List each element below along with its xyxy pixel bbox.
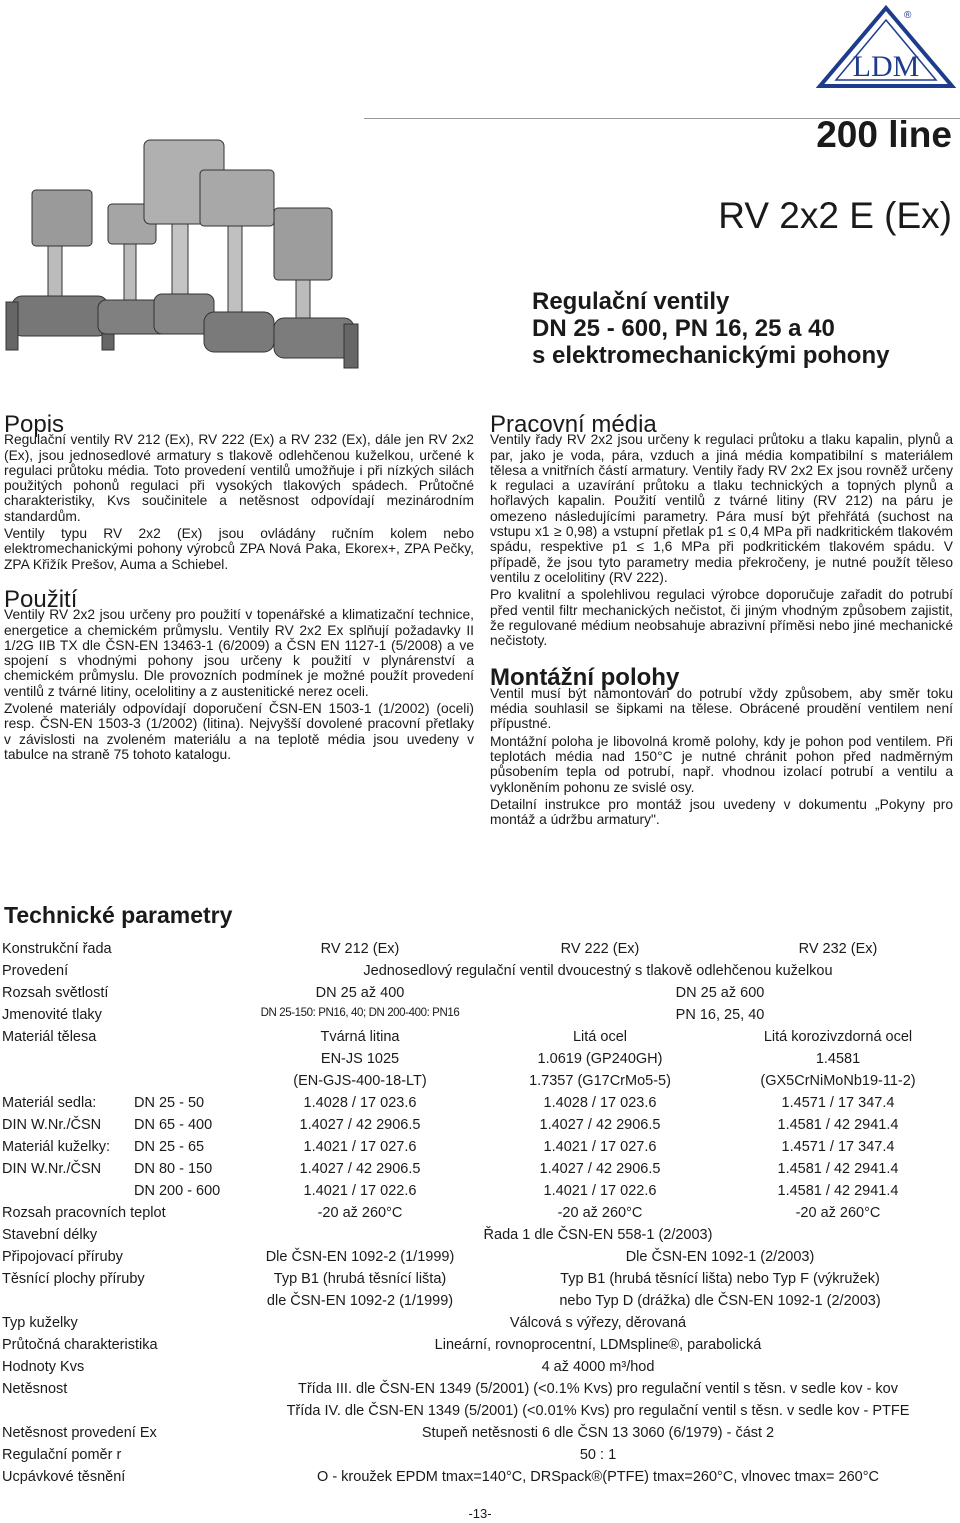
table-cell: Stupeň netěsnosti 6 dle ČSN 13 3060 (6/1979) - část 2 bbox=[421, 1425, 775, 1441]
table-cell: DN 25 až 400 bbox=[315, 985, 405, 1001]
row-label bbox=[2, 1227, 238, 1249]
tech-table bbox=[2, 941, 958, 1491]
left-column bbox=[4, 411, 474, 764]
row-label bbox=[2, 985, 238, 1007]
row-sublabel: DN 80 - 150 bbox=[134, 1161, 213, 1177]
table-row bbox=[2, 1337, 958, 1359]
model-name: RV 2x2 E (Ex) bbox=[718, 195, 952, 236]
table-cell: O - kroužek EPDM tmax=140°C, DRSpack®(PTFE) tmax=260°C, vlnovec tmax= 260°C bbox=[317, 1469, 879, 1485]
row-sublabel: DN 25 - 50 bbox=[134, 1095, 205, 1111]
pouziti-paragraph: Ventily RV 2x2 jsou určeny pro použití v topenářské a klimatizační technice, energetice a chemickém průmyslu. Ventily RV 2x2 Ex splňují požadavky II 1/2G IIB TX dle ČSN-EN 13463-1 (6/2009) a ČSN EN 1127-1 (5/2008) a ve spojení s vhodnými pohony jsou určeny k použití v plynárenství a chemickém průmyslu. Dle provozních podmínek je možné použít provedení ventilů z tvárné litiny, ocelolitiny a z austenitické nerez oceli. bbox=[4, 607, 474, 699]
section-title-popis: Popis bbox=[4, 411, 65, 438]
montaz-paragraph: Ventil musí být namontován do potrubí vždy způsobem, aby směr toku média souhlasil se šipkami na tělese. Obrácené proudění ventilem není přípustné. bbox=[490, 685, 953, 732]
row-label-text: Rozsah světlostí bbox=[2, 985, 109, 1001]
page-number: -13- bbox=[468, 1506, 492, 1521]
table-cell: Dle ČSN-EN 1092-1 (2/2003) bbox=[625, 1249, 815, 1265]
row-label bbox=[2, 1007, 238, 1029]
table-cell: (EN-GJS-400-18-LT) bbox=[293, 1073, 427, 1089]
table-cell: 1.0619 (GP240GH) bbox=[537, 1051, 663, 1067]
right-column bbox=[490, 411, 953, 829]
table-row bbox=[2, 1425, 958, 1447]
table-cell: Tvárná litina bbox=[320, 1029, 400, 1045]
table-cell: Třída III. dle ČSN-EN 1349 (5/2001) (<0.1% Kvs) pro regulační ventil s těsn. v sedle kov - kov bbox=[297, 1381, 898, 1397]
row-label bbox=[2, 1271, 238, 1293]
row-sublabel: DN 65 - 400 bbox=[134, 1117, 213, 1133]
table-cell: Litá korozivzdorná ocel bbox=[763, 1029, 913, 1045]
section-title-tech: Technické parametry bbox=[4, 902, 233, 928]
table-row bbox=[2, 1403, 958, 1425]
table-cell: Řada 1 dle ČSN-EN 558-1 (2/2003) bbox=[483, 1227, 713, 1243]
table-row bbox=[2, 1359, 958, 1381]
table-cell: DN 25-150: PN16, 40; DN 200-400: PN16 bbox=[260, 1007, 460, 1019]
table-cell: RV 212 (Ex) bbox=[320, 941, 400, 957]
table-cell: 1.4571 / 17 347.4 bbox=[781, 1139, 895, 1155]
row-label bbox=[2, 1205, 238, 1227]
row-label bbox=[2, 1469, 238, 1491]
row-label-text: Netěsnost provedení Ex bbox=[2, 1425, 157, 1441]
row-label bbox=[2, 1359, 238, 1381]
row-label bbox=[2, 1249, 238, 1271]
table-cell: dle ČSN-EN 1092-2 (1/1999) bbox=[266, 1293, 454, 1309]
pouziti-paragraph: Zvolené materiály odpovídají doporučení ČSN-EN 1503-1 (1/2002) (oceli) resp. ČSN-EN 1503-3 (1/2002) (litina). Nejvyšší dovolené pracovní přetlaky v závislosti na zvoleném materiálu a na teplotě média jsou uvedeny v tabulce na straně 75 tohoto katalogu. bbox=[4, 701, 474, 762]
table-row bbox=[2, 1007, 958, 1029]
row-label bbox=[2, 1381, 238, 1403]
row-label bbox=[2, 1117, 238, 1139]
row-label bbox=[2, 1447, 238, 1469]
table-cell: Typ B1 (hrubá těsnící lišta) nebo Typ F (výkružek) bbox=[560, 1271, 880, 1287]
row-label-text: Materiál sedla: bbox=[2, 1095, 97, 1111]
table-row bbox=[2, 1117, 958, 1139]
row-label bbox=[2, 1095, 238, 1117]
section-title-montaz: Montážní polohy bbox=[490, 664, 680, 692]
table-row bbox=[2, 1249, 958, 1271]
table-cell: Typ B1 (hrubá těsnící lišta) bbox=[273, 1271, 447, 1287]
subtitle bbox=[532, 288, 952, 369]
row-sublabel: DN 25 - 65 bbox=[134, 1139, 205, 1155]
row-label-text: Konstrukční řada bbox=[2, 941, 112, 957]
row-label-text: Připojovací příruby bbox=[2, 1249, 123, 1265]
row-label bbox=[2, 941, 238, 963]
logo-text: LDM bbox=[852, 50, 920, 83]
table-cell: EN-JS 1025 bbox=[320, 1051, 400, 1067]
ldm-logo bbox=[816, 4, 956, 88]
subtitle-line: s elektromechanickými pohony bbox=[532, 342, 890, 369]
table-cell: RV 232 (Ex) bbox=[798, 941, 878, 957]
table-row bbox=[2, 1139, 958, 1161]
row-label bbox=[2, 1403, 238, 1425]
table-cell: 1.4021 / 17 027.6 bbox=[543, 1139, 657, 1155]
table-cell: 1.4581 bbox=[815, 1051, 861, 1067]
row-label-text: Netěsnost bbox=[2, 1381, 68, 1397]
table-cell: 1.7357 (G17CrMo5-5) bbox=[529, 1073, 671, 1089]
row-label bbox=[2, 1293, 238, 1315]
table-cell: 1.4028 / 17 023.6 bbox=[543, 1095, 657, 1111]
table-row bbox=[2, 1095, 958, 1117]
table-cell: (GX5CrNiMoNb19-11-2) bbox=[760, 1073, 916, 1089]
row-label bbox=[2, 1183, 238, 1205]
table-cell: 1.4027 / 42 2906.5 bbox=[299, 1117, 421, 1133]
table-cell: 1.4021 / 17 027.6 bbox=[303, 1139, 417, 1155]
table-row bbox=[2, 1381, 958, 1403]
table-cell: Dle ČSN-EN 1092-2 (1/1999) bbox=[265, 1249, 455, 1265]
ldm-logo-triangle bbox=[816, 4, 956, 88]
table-row bbox=[2, 1315, 958, 1337]
table-row bbox=[2, 1227, 958, 1249]
row-label bbox=[2, 1139, 238, 1161]
table-cell: Litá ocel bbox=[572, 1029, 627, 1045]
row-label-text: Těsnící plochy příruby bbox=[2, 1271, 145, 1287]
row-label bbox=[2, 963, 238, 985]
table-cell: nebo Typ D (drážka) dle ČSN-EN 1092-1 (2/2003) bbox=[559, 1293, 881, 1309]
row-label bbox=[2, 1315, 238, 1337]
table-cell: 1.4581 / 42 2941.4 bbox=[777, 1183, 899, 1199]
table-cell: 1.4581 / 42 2941.4 bbox=[777, 1117, 899, 1133]
table-cell: 1.4021 / 17 022.6 bbox=[543, 1183, 657, 1199]
table-cell: -20 až 260°C bbox=[557, 1205, 643, 1221]
table-cell: 1.4028 / 17 023.6 bbox=[303, 1095, 417, 1111]
row-label-text: Provedení bbox=[2, 963, 69, 979]
table-row bbox=[2, 1183, 958, 1205]
table-cell: DN 25 až 600 bbox=[675, 985, 765, 1001]
table-cell: -20 až 260°C bbox=[317, 1205, 403, 1221]
table-row bbox=[2, 1029, 958, 1051]
row-label-text: Stavební délky bbox=[2, 1227, 98, 1243]
subtitle-line: DN 25 - 600, PN 16, 25 a 40 bbox=[532, 315, 835, 342]
table-row bbox=[2, 1447, 958, 1469]
row-label bbox=[2, 1425, 238, 1447]
popis-paragraph: Ventily typu RV 2x2 (Ex) jsou ovládány ručním kolem nebo elektromechanickými pohony výrobců ZPA Nová Paka, Ekorex+, ZPA Pečky, ZPA Křižík Prešov, Auma a Schiebel. bbox=[4, 526, 474, 572]
table-row bbox=[2, 1293, 958, 1315]
table-cell: Třída IV. dle ČSN-EN 1349 (5/2001) (<0.01% Kvs) pro regulační ventil s těsn. v sedle kov - PTFE bbox=[286, 1403, 910, 1419]
table-row bbox=[2, 941, 958, 963]
row-label-text: DIN W.Nr./ČSN bbox=[2, 1117, 102, 1133]
table-cell: Jednosedlový regulační ventil dvoucestný s tlakově odlehčenou kuželkou bbox=[363, 963, 833, 979]
table-cell: 1.4027 / 42 2906.5 bbox=[299, 1161, 421, 1177]
subtitle-line: Regulační ventily bbox=[532, 288, 730, 315]
table-cell: -20 až 260°C bbox=[795, 1205, 881, 1221]
table-cell: RV 222 (Ex) bbox=[560, 941, 640, 957]
row-label bbox=[2, 1029, 238, 1051]
row-label-text: Hodnoty Kvs bbox=[2, 1359, 85, 1375]
table-row bbox=[2, 1271, 958, 1293]
row-label-text: DIN W.Nr./ČSN bbox=[2, 1161, 102, 1177]
table-cell: 1.4027 / 42 2906.5 bbox=[539, 1161, 661, 1177]
registered-mark: ® bbox=[904, 10, 912, 21]
media-paragraph: Ventily řady RV 2x2 jsou určeny k regulaci průtoku a tlaku kapalin, plynů a par, jako je voda, pára, vzduch a jiná média kompatibilní s materiálem tělesa a vnitřních částí armatury. Ventily řady RV 2x2 Ex jsou rovněž určeny k regulaci a uzavírání průtoku a tlaku technických a topných plynů a hořlavých kapalin. Použití ventilů z tvárné litiny (RV 212) na páru je omezeno následujícími parametry. Pára musí být přehřátá (suchost na vstupu x1 ≥ 0,98) a vstupní přetlak p1 ≤ 0,4 MPa při nadkritickém tlakovém spádu, respektive p1 ≤ 1,6 MPa při podkritickém tlakovém spádu. V případě, že jsou tyto parametry media překročeny, je nutné použít těleso ventilu z ocelolitiny (RV 222). bbox=[490, 432, 953, 585]
row-label bbox=[2, 1161, 238, 1183]
section-title-media: Pracovní média bbox=[490, 411, 657, 438]
row-label-text: Průtočná charakteristika bbox=[2, 1337, 158, 1353]
popis-paragraph: Regulační ventily RV 212 (Ex), RV 222 (Ex) a RV 232 (Ex), dále jen RV 2x2 (Ex), jsou jednosedlové armatury s tlakově odlehčenou kuželkou, určené k regulaci průtoku média. Toto provedení ventilů umožňuje i při nízkých silách použitých pohonů regulaci při vysokých tlakových spádech. Průtočné charakteristiky, Kvs součinitele a netěsnost odpovídají mezinárodním standardům. bbox=[4, 432, 474, 524]
table-cell: Válcová s výřezy, děrovaná bbox=[509, 1315, 687, 1331]
row-label-text: Ucpávkové těsnění bbox=[2, 1469, 126, 1485]
montaz-paragraph: Detailní instrukce pro montáž jsou uvedeny v dokumentu „Pokyny pro montáž a údržbu armatury". bbox=[490, 796, 953, 828]
table-cell: 1.4581 / 42 2941.4 bbox=[777, 1161, 899, 1177]
row-label-text: Rozsah pracovních teplot bbox=[2, 1205, 166, 1221]
table-row bbox=[2, 963, 958, 985]
row-label-text: Materiál tělesa bbox=[2, 1029, 97, 1045]
table-row bbox=[2, 1051, 958, 1073]
product-photo bbox=[4, 118, 364, 376]
table-cell: 1.4571 / 17 347.4 bbox=[781, 1095, 895, 1111]
row-label bbox=[2, 1051, 238, 1073]
row-label bbox=[2, 1073, 238, 1095]
table-cell: Lineární, rovnoprocentní, LDMspline®, parabolická bbox=[434, 1337, 762, 1353]
table-cell: PN 16, 25, 40 bbox=[675, 1007, 765, 1023]
valves-illustration bbox=[4, 118, 364, 376]
row-label-text: Typ kuželky bbox=[2, 1315, 78, 1331]
row-label-text: Materiál kuželky: bbox=[2, 1139, 110, 1155]
table-row bbox=[2, 1469, 958, 1491]
table-cell: 1.4027 / 42 2906.5 bbox=[539, 1117, 661, 1133]
row-sublabel: DN 200 - 600 bbox=[134, 1183, 221, 1199]
table-row bbox=[2, 1161, 958, 1183]
row-label-text: Jmenovité tlaky bbox=[2, 1007, 102, 1023]
table-cell: 50 : 1 bbox=[579, 1447, 617, 1463]
product-line: 200 line bbox=[816, 114, 952, 155]
table-row bbox=[2, 1073, 958, 1095]
table-row bbox=[2, 985, 958, 1007]
media-paragraph: Pro kvalitní a spolehlivou regulaci výrobce doporučuje zařadit do potrubí před ventil filtr mechanických nečistot, či jiným vhodným způsobem zajistit, že regulované médium neobsahuje abrazivní příměsi nebo jiné mechanické nečistoty. bbox=[490, 587, 953, 649]
montaz-paragraph: Montážní poloha je libovolná kromě polohy, kdy je pohon pod ventilem. Při teplotách média nad 150°C je nutné chránit pohon před nadměrným působením tepla od potrubí, např. vhodnou izolací potrubí a ventilu a vykloněním pohonu ze svislé osy. bbox=[490, 733, 953, 795]
section-title-pouziti: Použití bbox=[4, 585, 78, 613]
table-cell: 1.4021 / 17 022.6 bbox=[303, 1183, 417, 1199]
table-row bbox=[2, 1205, 958, 1227]
row-label bbox=[2, 1337, 238, 1359]
row-label-text: Regulační poměr r bbox=[2, 1447, 122, 1463]
table-cell: 4 až 4000 m³/hod bbox=[541, 1359, 655, 1375]
